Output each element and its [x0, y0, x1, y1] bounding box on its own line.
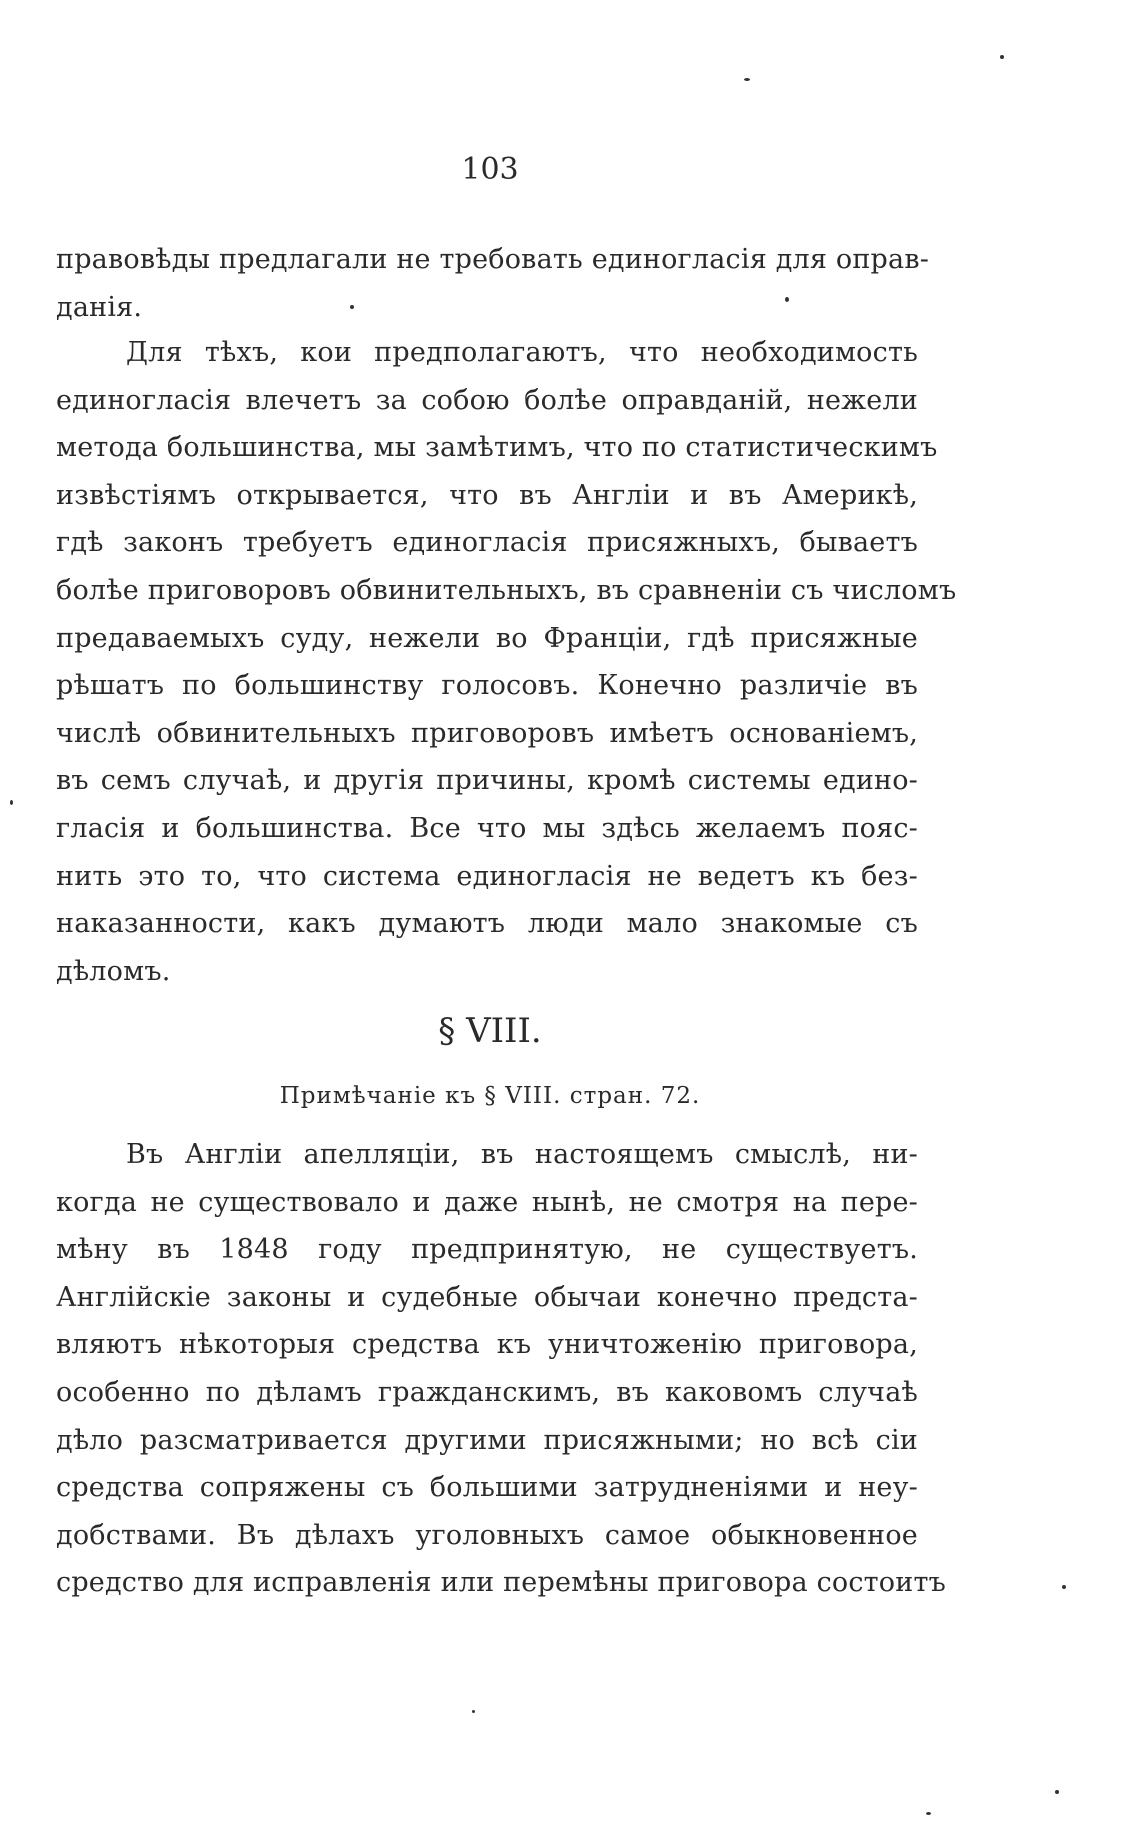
text-line: мѣну въ 1848 году предпринятую, не существуетъ. — [56, 1234, 918, 1266]
text-line: особенно по дѣламъ гражданскимъ, въ каковомъ случаѣ — [56, 1376, 918, 1408]
note-heading: Примѣчаніе къ § VIII. стран. 72. — [279, 1083, 701, 1109]
text-line: дѣло разсматривается другими присяжными; но всѣ сіи — [56, 1424, 918, 1456]
scan-speck — [1062, 1585, 1066, 1589]
scan-speck — [1055, 1790, 1059, 1794]
paragraph-appeal — [56, 1131, 946, 1607]
text-line: дѣломъ. — [56, 955, 171, 987]
scan-speck — [472, 1710, 475, 1713]
text-line: числѣ обвинительныхъ приговоровъ имѣетъ основаніемъ, — [56, 717, 918, 749]
scan-speck — [1000, 55, 1004, 59]
paragraph-continuation — [56, 236, 930, 331]
section-heading: § VIII. — [438, 1011, 542, 1051]
text-line: средства сопряжены съ большими затрудненіями и неу- — [56, 1472, 918, 1504]
scan-speck — [785, 297, 789, 302]
text-line: Англійскіе законы и судебные обычаи конечно предста- — [56, 1281, 918, 1313]
text-line: вляютъ нѣкоторыя средства къ уничтоженію приговора, — [56, 1329, 918, 1361]
page-number: 103 — [461, 152, 519, 187]
text-line: Для тѣхъ, кои предполагаютъ, что необходимость — [126, 337, 918, 368]
text-line: болѣе приговоровъ обвинительныхъ, въ сравненіи съ числомъ — [56, 574, 957, 606]
text-line: нить это то, что система единогласія не ведетъ къ без- — [56, 860, 918, 892]
scan-speck — [10, 800, 13, 805]
text-line: метода большинства, мы замѣтимъ, что по статистическимъ — [56, 432, 938, 464]
text-line: наказанности, какъ думаютъ люди мало знакомые съ — [56, 908, 918, 940]
paragraph-statistics — [56, 329, 957, 995]
text-line: правовѣды предлагали не требовать единогласія для оправ- — [56, 244, 930, 275]
text-line: единогласія влечетъ за собою болѣе оправданій, нежели — [56, 384, 918, 416]
text-line: данія. — [56, 291, 143, 323]
text-line: когда не существовало и даже нынѣ, не смотря на пере- — [56, 1186, 918, 1218]
text-line: средство для исправленія или перемѣны приговора состоитъ — [56, 1567, 946, 1599]
text-line: извѣстіямъ открывается, что въ Англіи и въ Америкѣ, — [56, 479, 918, 511]
text-line: предаваемыхъ суду, нежели во Франціи, гдѣ присяжные — [56, 622, 918, 654]
text-line: добствами. Въ дѣлахъ уголовныхъ самое обыкновенное — [56, 1519, 918, 1551]
text-line: въ семъ случаѣ, и другія причины, кромѣ системы едино- — [56, 765, 918, 797]
text-line: Въ Англіи апелляціи, въ настоящемъ смыслѣ, ни- — [126, 1139, 918, 1170]
scan-speck — [926, 1812, 931, 1815]
text-line: гласія и большинства. Все что мы здѣсь желаемъ пояс- — [56, 812, 918, 844]
scan-speck — [350, 305, 354, 309]
text-line: гдѣ законъ требуетъ единогласія присяжныхъ, бываетъ — [56, 527, 918, 559]
scan-speck — [744, 78, 750, 81]
text-line: рѣшатъ по большинству голосовъ. Конечно различіе въ — [56, 670, 918, 702]
